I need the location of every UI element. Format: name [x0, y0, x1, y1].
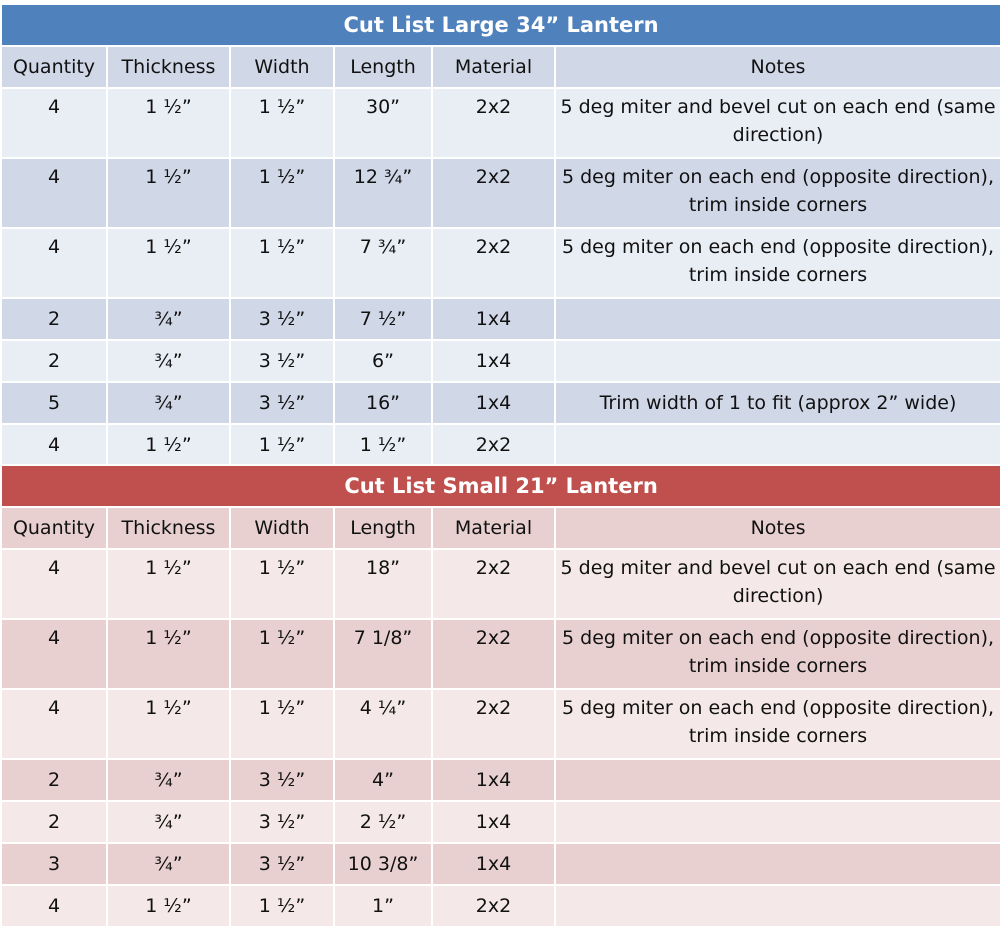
length-cell: 7 ¾” [334, 228, 432, 298]
material-cell: 2x2 [432, 88, 555, 158]
notes-cell: 5 deg miter on each end (opposite direction), trim inside corners [555, 619, 1000, 689]
table-row [1, 382, 1000, 424]
small-table-title: Cut List Small 21” Lantern [1, 465, 1000, 507]
thickness-cell: ¾” [107, 801, 230, 843]
length-cell: 30” [334, 88, 432, 158]
large-table-body [1, 4, 1000, 466]
notes-cell: 5 deg miter on each end (opposite direction), trim inside corners [555, 228, 1000, 298]
column-header-width: Width [230, 507, 334, 549]
column-header-thickness: Thickness [107, 507, 230, 549]
thickness-cell: 1 ½” [107, 88, 230, 158]
material-cell: 2x2 [432, 549, 555, 619]
material-cell: 1x4 [432, 759, 555, 801]
width-cell: 1 ½” [230, 619, 334, 689]
column-header-quantity: Quantity [1, 507, 107, 549]
width-cell: 3 ½” [230, 382, 334, 424]
width-cell: 1 ½” [230, 885, 334, 927]
notes-cell [555, 801, 1000, 843]
column-header-length: Length [334, 507, 432, 549]
quantity-cell: 2 [1, 759, 107, 801]
width-cell: 3 ½” [230, 843, 334, 885]
notes-cell [555, 843, 1000, 885]
notes-cell: 5 deg miter on each end (opposite direction), trim inside corners [555, 158, 1000, 228]
column-header-quantity: Quantity [1, 46, 107, 88]
column-header-notes: Notes [555, 507, 1000, 549]
thickness-cell: 1 ½” [107, 228, 230, 298]
table-row [1, 549, 1000, 619]
width-cell: 1 ½” [230, 228, 334, 298]
thickness-cell: ¾” [107, 298, 230, 340]
notes-cell [555, 340, 1000, 382]
table-row [1, 228, 1000, 298]
small-table-body [1, 465, 1000, 927]
width-cell: 1 ½” [230, 88, 334, 158]
table-row [1, 340, 1000, 382]
large-title-row [1, 4, 1000, 46]
material-cell: 1x4 [432, 298, 555, 340]
table-row [1, 689, 1000, 759]
table-row [1, 759, 1000, 801]
width-cell: 1 ½” [230, 158, 334, 228]
quantity-cell: 4 [1, 619, 107, 689]
quantity-cell: 4 [1, 885, 107, 927]
quantity-cell: 2 [1, 298, 107, 340]
thickness-cell: 1 ½” [107, 424, 230, 466]
quantity-cell: 4 [1, 424, 107, 466]
material-cell: 1x4 [432, 382, 555, 424]
notes-cell: 5 deg miter on each end (opposite direction), trim inside corners [555, 689, 1000, 759]
notes-cell: Trim width of 1 to fit (approx 2” wide) [555, 382, 1000, 424]
quantity-cell: 4 [1, 549, 107, 619]
material-cell: 1x4 [432, 801, 555, 843]
quantity-cell: 3 [1, 843, 107, 885]
length-cell: 1” [334, 885, 432, 927]
width-cell: 3 ½” [230, 298, 334, 340]
thickness-cell: ¾” [107, 382, 230, 424]
thickness-cell: ¾” [107, 340, 230, 382]
width-cell: 1 ½” [230, 689, 334, 759]
material-cell: 2x2 [432, 619, 555, 689]
width-cell: 3 ½” [230, 759, 334, 801]
table-row [1, 298, 1000, 340]
column-header-material: Material [432, 507, 555, 549]
material-cell: 2x2 [432, 158, 555, 228]
thickness-cell: 1 ½” [107, 689, 230, 759]
length-cell: 16” [334, 382, 432, 424]
notes-cell [555, 759, 1000, 801]
small-lantern-cut-list-table [0, 464, 1000, 928]
notes-cell [555, 424, 1000, 466]
width-cell: 3 ½” [230, 801, 334, 843]
quantity-cell: 5 [1, 382, 107, 424]
thickness-cell: ¾” [107, 843, 230, 885]
small-title-row [1, 465, 1000, 507]
notes-cell [555, 298, 1000, 340]
table-row [1, 843, 1000, 885]
thickness-cell: 1 ½” [107, 158, 230, 228]
width-cell: 3 ½” [230, 340, 334, 382]
length-cell: 4” [334, 759, 432, 801]
width-cell: 1 ½” [230, 549, 334, 619]
length-cell: 1 ½” [334, 424, 432, 466]
material-cell: 2x2 [432, 689, 555, 759]
table-row [1, 619, 1000, 689]
column-header-notes: Notes [555, 46, 1000, 88]
quantity-cell: 2 [1, 801, 107, 843]
length-cell: 4 ¼” [334, 689, 432, 759]
length-cell: 12 ¾” [334, 158, 432, 228]
thickness-cell: 1 ½” [107, 619, 230, 689]
column-header-length: Length [334, 46, 432, 88]
column-header-material: Material [432, 46, 555, 88]
material-cell: 1x4 [432, 843, 555, 885]
large-table-title: Cut List Large 34” Lantern [1, 4, 1000, 46]
length-cell: 10 3/8” [334, 843, 432, 885]
column-header-width: Width [230, 46, 334, 88]
table-row [1, 424, 1000, 466]
table-row [1, 885, 1000, 927]
quantity-cell: 4 [1, 689, 107, 759]
table-row [1, 88, 1000, 158]
small-header-row [1, 507, 1000, 549]
material-cell: 1x4 [432, 340, 555, 382]
thickness-cell: ¾” [107, 759, 230, 801]
table-row [1, 801, 1000, 843]
length-cell: 7 1/8” [334, 619, 432, 689]
quantity-cell: 4 [1, 228, 107, 298]
length-cell: 18” [334, 549, 432, 619]
length-cell: 6” [334, 340, 432, 382]
thickness-cell: 1 ½” [107, 549, 230, 619]
table-row [1, 158, 1000, 228]
notes-cell [555, 885, 1000, 927]
large-header-row [1, 46, 1000, 88]
notes-cell: 5 deg miter and bevel cut on each end (same direction) [555, 88, 1000, 158]
length-cell: 2 ½” [334, 801, 432, 843]
width-cell: 1 ½” [230, 424, 334, 466]
material-cell: 2x2 [432, 228, 555, 298]
quantity-cell: 4 [1, 88, 107, 158]
quantity-cell: 2 [1, 340, 107, 382]
large-lantern-cut-list-table [0, 3, 1000, 467]
thickness-cell: 1 ½” [107, 885, 230, 927]
quantity-cell: 4 [1, 158, 107, 228]
column-header-thickness: Thickness [107, 46, 230, 88]
material-cell: 2x2 [432, 885, 555, 927]
notes-cell: 5 deg miter and bevel cut on each end (same direction) [555, 549, 1000, 619]
length-cell: 7 ½” [334, 298, 432, 340]
material-cell: 2x2 [432, 424, 555, 466]
